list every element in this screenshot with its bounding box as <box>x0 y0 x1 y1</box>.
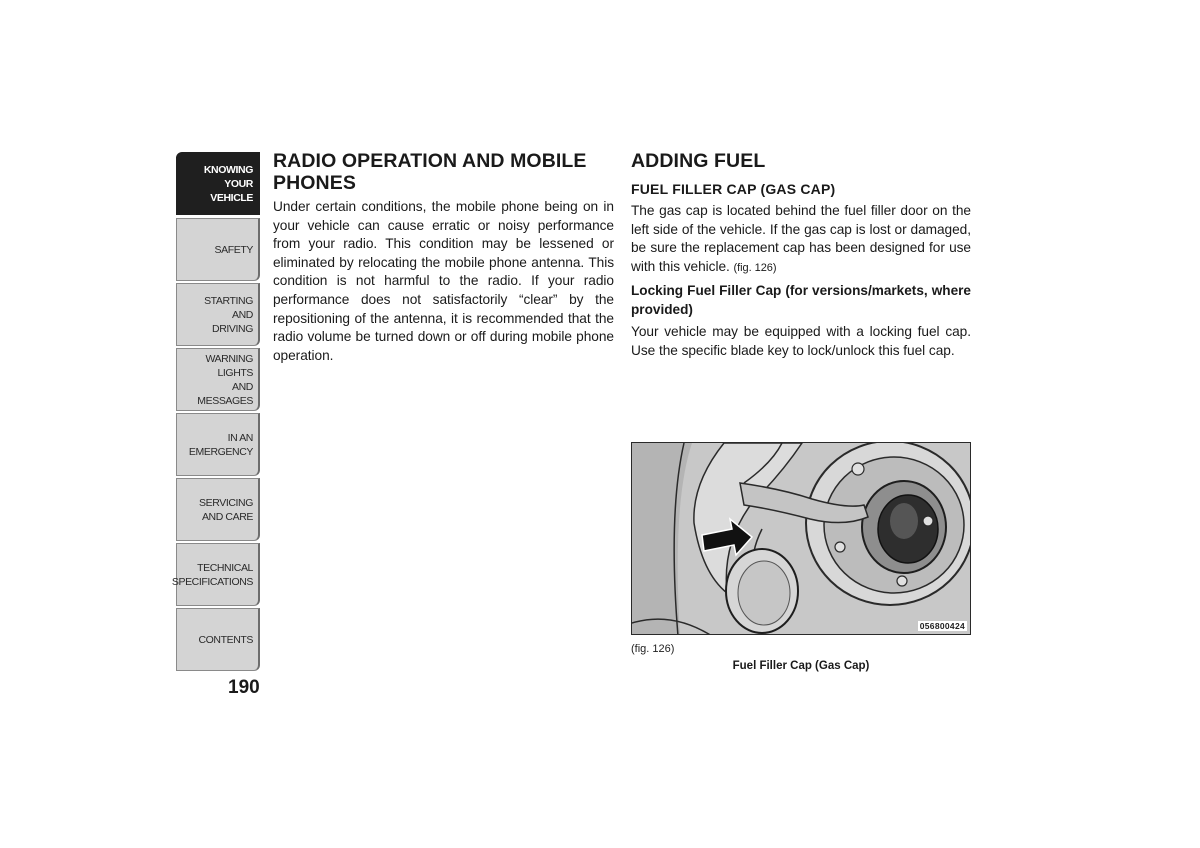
figure-code: 056800424 <box>919 621 965 631</box>
fuel-cap-subtitle: FUEL FILLER CAP (GAS CAP) <box>631 181 836 197</box>
tab-technical-specifications[interactable]: TECHNICAL SPECIFICATIONS <box>176 543 260 606</box>
fuel-cap-text: The gas cap is located behind the fuel filler door on the left side of the vehicle. If the gas cap is lost or damaged, be sure the replacement cap has been designed for use with this vehicle. <box>631 203 971 274</box>
locking-cap-paragraph: Your vehicle may be equipped with a locking fuel cap. Use the specific blade key to lock/unlock this fuel cap. <box>631 324 971 358</box>
tab-contents[interactable]: CONTENTS <box>176 608 260 671</box>
page-number: 190 <box>228 677 260 698</box>
radio-paragraph: Under certain conditions, the mobile phone being on in your vehicle can cause erratic or noisy performance from your radio. This condition may be lessened or eliminated by relocating the mobile phone antenna. This condition is not harmful to the radio. If your radio performance does not satisfactorily “clear” by the repositioning of the antenna, it is recommended that the radio volume be turned down or off during mobile phone operation. <box>273 199 614 363</box>
figure-label: (fig. 126) <box>631 643 675 655</box>
locking-cap-heading: Locking Fuel Filler Cap (for versions/markets, where provided) <box>631 283 971 318</box>
fuel-cap-paragraph <box>631 202 971 277</box>
tab-safety[interactable]: SAFETY <box>176 218 260 281</box>
tab-in-an-emergency[interactable]: IN AN EMERGENCY <box>176 413 260 476</box>
tab-warning-lights-and-messages[interactable]: WARNING LIGHTS AND MESSAGES <box>176 348 260 411</box>
fuel-cap-drawing <box>632 443 971 635</box>
radio-section <box>273 150 614 365</box>
fig-reference[interactable]: (fig. 126) <box>733 261 777 274</box>
figure-caption: Fuel Filler Cap (Gas Cap) <box>732 660 870 672</box>
fuel-cap-illustration <box>631 442 971 635</box>
tab-servicing-and-care[interactable]: SERVICING AND CARE <box>176 478 260 541</box>
fuel-section <box>631 150 971 361</box>
section-title-radio: RADIO OPERATION AND MOBILE PHONES <box>273 150 587 194</box>
tab-knowing-your-vehicle[interactable]: KNOWING YOUR VEHICLE <box>176 152 260 215</box>
section-title-adding-fuel: ADDING FUEL <box>631 150 766 172</box>
tab-starting-and-driving[interactable]: STARTING AND DRIVING <box>176 283 260 346</box>
